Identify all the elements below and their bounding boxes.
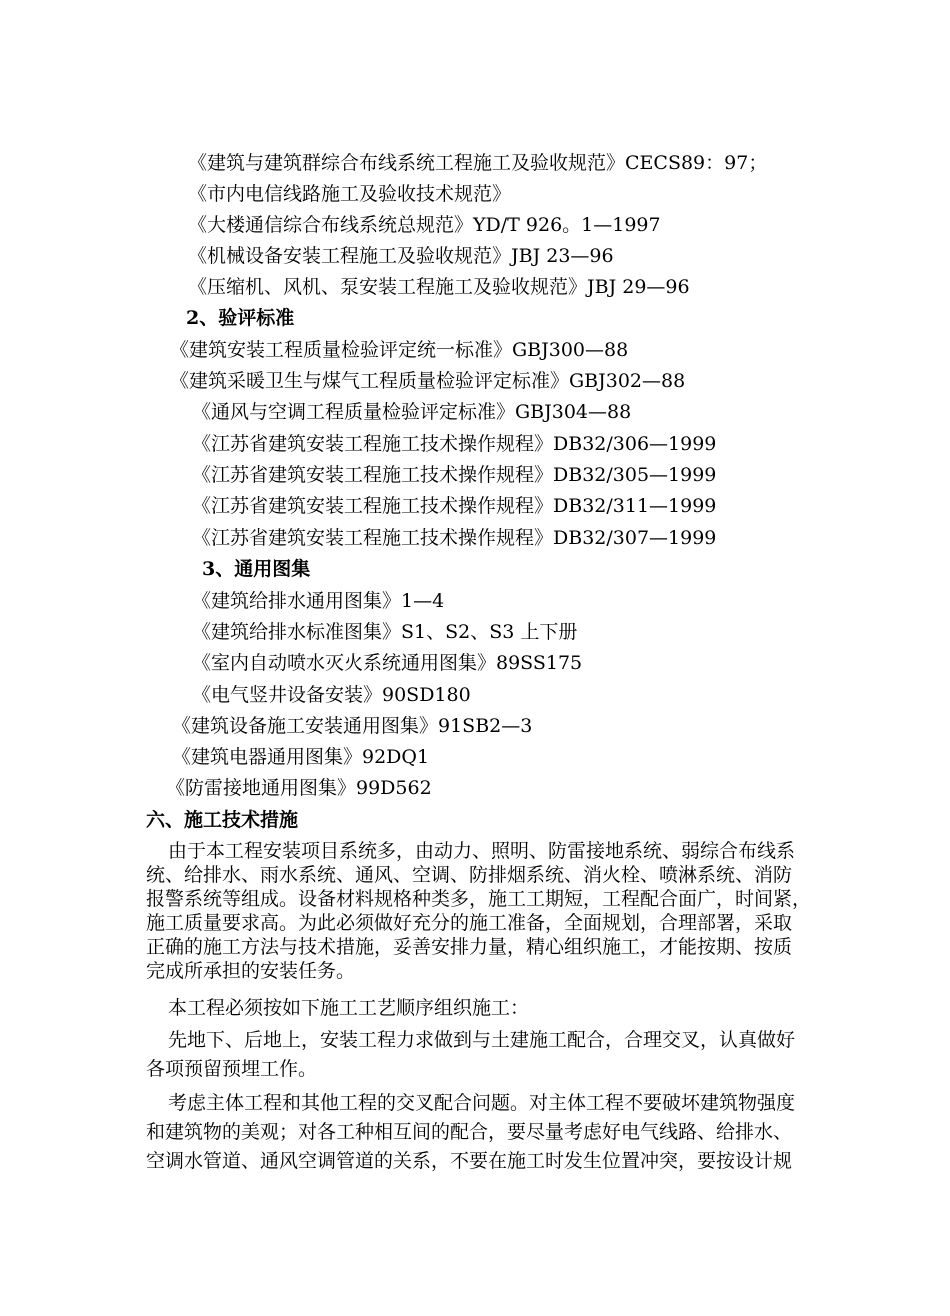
section-heading-general-atlas: 3、通用图集	[202, 558, 311, 580]
evaluation-standard-item: 《建筑采暖卫生与煤气工程质量检验评定标准》GBJ302—88	[170, 370, 686, 392]
atlas-item: 《建筑给排水通用图集》1—4	[192, 590, 445, 612]
paragraph-line: 空调水管道、通风空调管道的关系，不要在施工时发生位置冲突，要按设计规	[146, 1150, 793, 1172]
paragraph-sequence-intro: 本工程必须按如下施工工艺顺序组织施工：	[168, 997, 530, 1019]
standard-item: 《建筑与建筑群综合布线系统工程施工及验收规范》CECS89：97；	[188, 152, 768, 174]
evaluation-standard-item: 《江苏省建筑安装工程施工技术操作规程》DB32/306—1999	[192, 433, 717, 455]
evaluation-standard-item: 《江苏省建筑安装工程施工技术操作规程》DB32/307—1999	[192, 527, 717, 549]
section-heading-evaluation-standards: 2、验评标准	[186, 307, 295, 329]
atlas-item: 《建筑设备施工安装通用图集》91SB2—3	[172, 715, 533, 737]
paragraph-line: 报警系统等组成。设备材料规格种类多，施工工期短，工程配合面广，时间紧，	[146, 888, 812, 910]
evaluation-standard-item: 《通风与空调工程质量检验评定标准》GBJ304—88	[192, 401, 632, 423]
paragraph-line: 先地下、后地上，安装工程力求做到与土建施工配合，合理交叉，认真做好	[168, 1029, 796, 1051]
section-heading-construction-measures: 六、施工技术措施	[146, 809, 299, 831]
paragraph-line: 考虑主体工程和其他工程的交叉配合问题。对主体工程不要破坏建筑物强度	[168, 1092, 796, 1114]
atlas-item: 《建筑给排水标准图集》S1、S2、S3 上下册	[192, 621, 578, 643]
paragraph-line: 完成所承担的安装任务。	[146, 960, 356, 982]
paragraph-line: 各项预留预埋工作。	[146, 1058, 318, 1080]
standard-item: 《大楼通信综合布线系统总规范》YD/T 926。1—1997	[188, 214, 661, 236]
standard-item: 《压缩机、风机、泵安装工程施工及验收规范》JBJ 29—96	[188, 276, 690, 298]
paragraph-coordination	[146, 1089, 876, 1176]
standard-item: 《机械设备安装工程施工及验收规范》JBJ 23—96	[188, 245, 614, 267]
paragraph-line: 施工质量要求高。为此必须做好充分的施工准备，全面规划，合理部署，采取	[146, 912, 793, 934]
paragraph-line: 由于本工程安装项目系统多，由动力、照明、防雷接地系统、弱综合布线系	[168, 840, 796, 862]
evaluation-standard-item: 《江苏省建筑安装工程施工技术操作规程》DB32/305—1999	[192, 464, 717, 486]
atlas-item: 《建筑电器通用图集》92DQ1	[172, 746, 430, 768]
evaluation-standard-item: 《江苏省建筑安装工程施工技术操作规程》DB32/311—1999	[192, 495, 717, 517]
atlas-item: 《电气竖井设备安装》90SD180	[192, 684, 471, 706]
atlas-item: 《室内自动喷水灭火系统通用图集》89SS175	[192, 652, 583, 674]
atlas-item: 《防雷接地通用图集》99D562	[166, 777, 432, 799]
paragraph-sequence	[146, 1026, 876, 1084]
standard-item: 《市内电信线路施工及验收技术规范》	[188, 183, 512, 205]
evaluation-standard-item: 《建筑安装工程质量检验评定统一标准》GBJ300—88	[170, 339, 629, 361]
paragraph-line: 和建筑物的美观；对各工种相互间的配合，要尽量考虑好电气线路、给排水、	[146, 1121, 793, 1143]
paragraph-line: 正确的施工方法与技术措施，妥善安排力量，精心组织施工，才能按期、按质	[146, 936, 793, 958]
paragraph-overview	[146, 839, 876, 983]
paragraph-line: 统、给排水、雨水系统、通风、空调、防排烟系统、消火栓、喷淋系统、消防	[146, 864, 793, 886]
